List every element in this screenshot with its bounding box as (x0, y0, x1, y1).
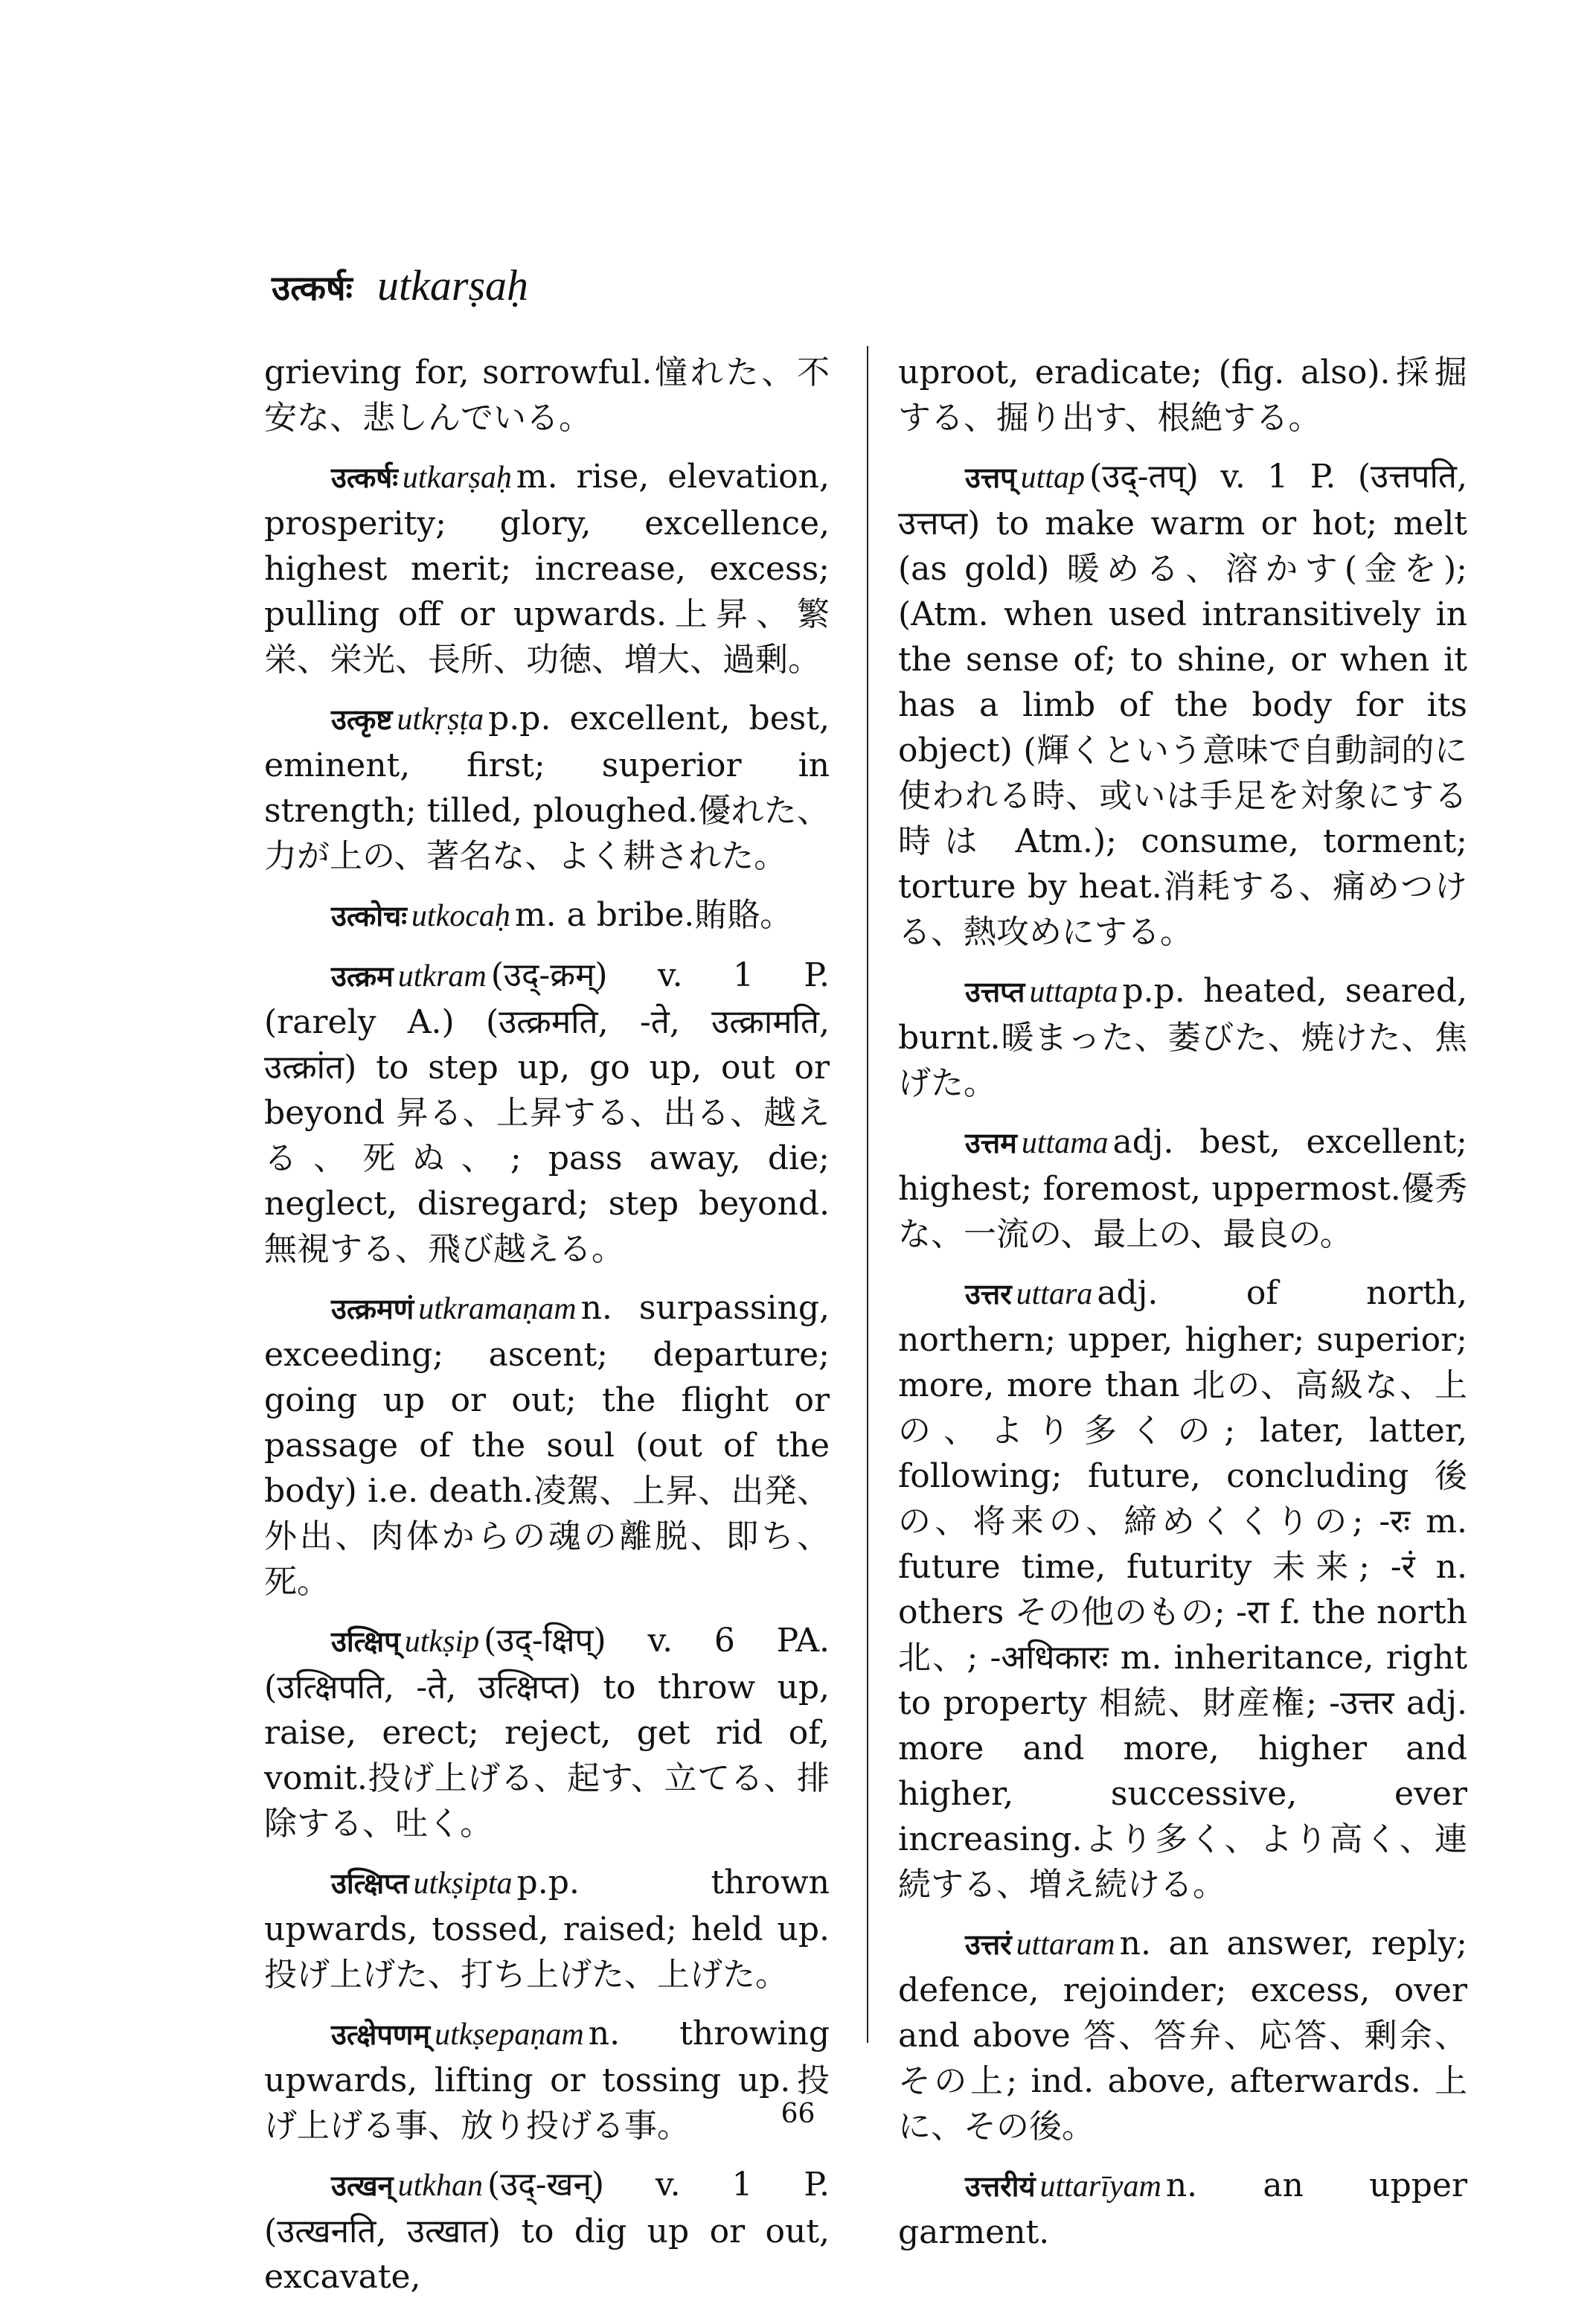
entry-headword: उत्तर (965, 1278, 1012, 1311)
entry-headword: उत्तम (965, 1127, 1017, 1159)
dictionary-entry (898, 350, 1467, 441)
left-column (264, 350, 830, 2313)
entry-headword: उत्कृष्ट (331, 703, 393, 736)
entry-definition: p.p. heated, seared, burnt.暖まった、萎びた、焼けた、焦げた。 (898, 972, 1467, 1102)
entry-transliteration: utkṛṣṭa (397, 703, 484, 737)
entry-definition: (उद्-क्रम्) v. 1 P. (rarely A.) (उत्क्रमति, -ते, उत्क्रामति, उत्क्रांत) to step up, go up, out or beyond 昇る、上昇する、出る、越える、死ぬ、; pass away, die; neglect, disregard; step beyond.無視する、飛び越える。 (264, 956, 830, 1268)
right-column (898, 350, 1467, 2268)
entry-transliteration: uttaram (1016, 1928, 1115, 1962)
entry-definition: n. throwing upwards, lifting or tossing up.投げ上げる事、放り投げる事。 (264, 2015, 830, 2145)
header-headword: उत्कर्षः (272, 268, 353, 308)
entry-definition: m. rise, elevation, prosperity; glory, excellence, highest merit; increase, excess; pulling off or upwards.上昇、繁栄、栄光、長所、功徳、増大、過剰。 (264, 458, 830, 679)
dictionary-entry (264, 1860, 830, 1997)
dictionary-entry (264, 1618, 830, 1846)
entry-definition: n. an upper garment. (898, 2166, 1467, 2251)
entry-definition: adj. of north, northern; upper, higher; superior; more, more than 北の、高級な、上の、より多くの; later, latter, following; future, concluding 後の、将来の、締めくくりの; -रः m. future time, futurity 未来; -रं n. others その他のもの; -रा f. the north 北、; -अधिकारः m. inheritance, right to property 相続、財産権; -उत्तर adj. more and more, higher and higher, successive, ever increasing.より多く、より高く、連続する、増え続ける。 (898, 1274, 1467, 1904)
entry-transliteration: utkram (397, 959, 487, 994)
entry-transliteration: uttama (1021, 1126, 1109, 1160)
dictionary-entry (264, 1285, 830, 1605)
dictionary-entry (264, 892, 830, 939)
entry-definition: p.p. thrown upwards, tossed, raised; held up.投げ上げた、打ち上げた、上げた。 (264, 1863, 830, 1994)
entry-transliteration: utkramaṇam (418, 1292, 577, 1326)
entry-transliteration: utkṣip (404, 1625, 480, 1659)
entry-transliteration: utkṣepaṇam (435, 2018, 584, 2052)
entry-headword: उत्क्रमणं (331, 1293, 414, 1325)
entry-transliteration: utkocaḥ (411, 899, 510, 933)
dictionary-entry (264, 696, 830, 879)
entry-definition: m. a bribe.賄賂。 (514, 896, 793, 934)
entry-headword: उत्क्रम (331, 960, 394, 993)
dictionary-entry (898, 968, 1467, 1106)
entry-transliteration: uttapta (1029, 975, 1118, 1009)
entry-definition: uproot, eradicate; (fig. also).採掘する、掘り出す、根絶する。 (898, 353, 1467, 437)
entry-transliteration: uttara (1016, 1277, 1093, 1311)
entry-headword: उत्तप् (965, 461, 1016, 494)
entry-definition: adj. best, excellent; highest; foremost, uppermost.優秀な、一流の、最上の、最良の。 (898, 1123, 1467, 1253)
dictionary-entry (898, 1270, 1467, 1907)
dictionary-entry (898, 2163, 1467, 2255)
entry-headword: उत्तरं (965, 1928, 1012, 1961)
entry-definition: (उद्-क्षिप्) v. 6 PA. (उत्क्षिपति, -ते, उत्क्षिप्त) to throw up, raise, erect; reject, get rid of, vomit.投げ上げる、起す、立てる、排除する、吐く。 (264, 1622, 830, 1843)
dictionary-entry (264, 454, 830, 682)
header-transliteration: utkarṣaḥ (377, 261, 529, 310)
entry-definition: n. surpassing, exceeding; ascent; departure; going up or out; the flight or passage of the soul (out of the body) i.e. death.凌駕、上昇、出発、外出、肉体からの魂の離脱、即ち、死。 (264, 1289, 830, 1601)
dictionary-entry (264, 2162, 830, 2300)
entry-headword: उत्तरीयं (965, 2170, 1036, 2203)
entry-definition: p.p. excellent, best, eminent, first; superior in strength; tilled, ploughed.優れた、力が上の、著名な、よく耕された。 (264, 700, 830, 875)
page-header (272, 260, 528, 310)
column-divider (867, 346, 868, 2043)
dictionary-entry (898, 1119, 1467, 1257)
entry-transliteration: uttarīyam (1039, 2169, 1161, 2204)
entry-headword: उत्क्षिप् (331, 1625, 400, 1658)
dictionary-entry (264, 350, 830, 441)
dictionary-entry (898, 454, 1467, 955)
entry-definition: grieving for, sorrowful.憧れた、不安な、悲しんでいる。 (264, 353, 830, 437)
entry-transliteration: utkarṣaḥ (402, 461, 512, 495)
page-number: 66 (781, 2099, 815, 2129)
entry-headword: उत्कर्षः (331, 461, 398, 494)
entry-headword: उत्क्षिप्त (331, 1867, 409, 1900)
entry-headword: उत्कोचः (331, 900, 407, 932)
entry-definition: (उद्-खन्) v. 1 P. (उत्खनति, उत्खात) to dig up or out, excavate, (264, 2166, 830, 2296)
entry-headword: उत्तप्त (965, 976, 1025, 1008)
entry-transliteration: utkhan (397, 2169, 483, 2203)
dictionary-entry (264, 953, 830, 1272)
entry-transliteration: uttap (1020, 461, 1086, 495)
entry-headword: उत्क्षेपणम् (331, 2018, 431, 2051)
entry-definition: (उद्-तप्) v. 1 P. (उत्तपति, उत्तप्त) to make warm or hot; melt (as gold) 暖める、溶かす(金を); (Atm. when used intransitively in the sense of; to shine, or when it has a limb of the body for its object) (輝くという意味で自動詞的に使われる時、或いは手足を対象にする時は Atm.); consume, torment; torture by heat.消耗する、痛めつける、熱攻めにする。 (898, 458, 1467, 951)
entry-definition: n. an answer, reply; defence, rejoinder; excess, over and above 答、答弁、応答、剰余、その上; ind. above, afterwards. 上に、その後。 (898, 1925, 1467, 2146)
entry-transliteration: utkṣipta (413, 1866, 513, 1901)
entry-headword: उत्खन् (331, 2169, 394, 2202)
